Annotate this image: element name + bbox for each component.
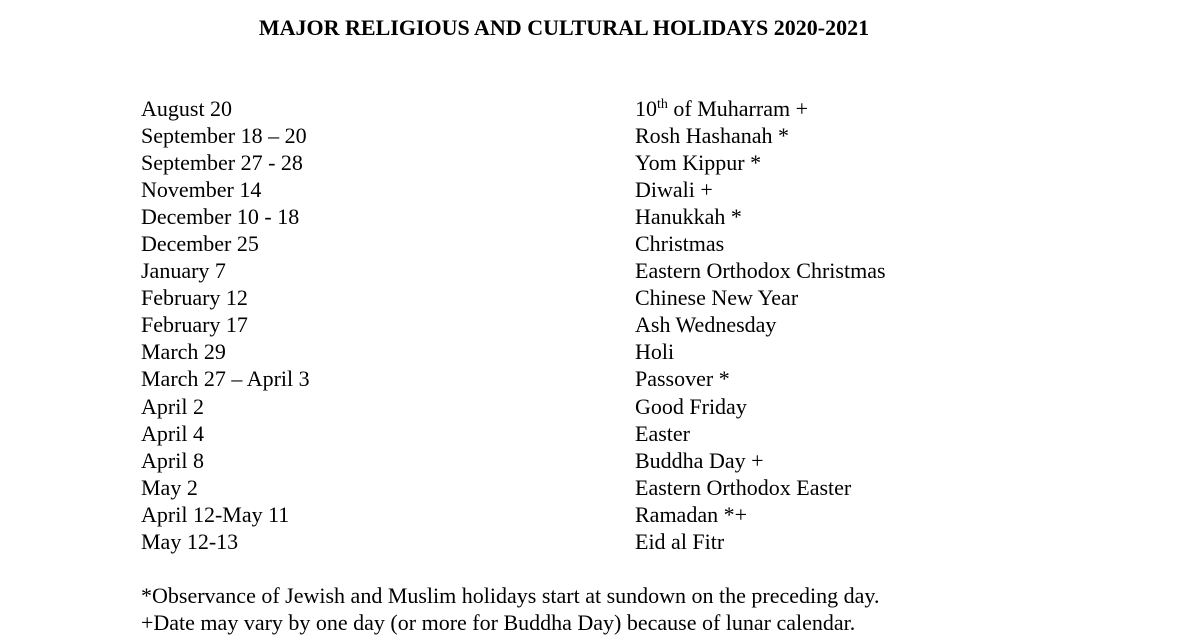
holiday-name: Chinese New Year [635,285,799,311]
holiday-date: February 12 [141,285,248,311]
holiday-date: November 14 [141,177,262,203]
holiday-date: December 10 - 18 [141,204,300,230]
holiday-name: Ash Wednesday [635,312,777,338]
holiday-dates-column [141,95,310,555]
holiday-name: Buddha Day + [635,447,764,473]
holiday-date: March 27 – April 3 [141,366,310,392]
holiday-date: January 7 [141,258,226,284]
holiday-name: Yom Kippur * [635,150,762,176]
holiday-date: May 12-13 [141,528,239,554]
holiday-date: December 25 [141,231,259,257]
holiday-name: Rosh Hashanah * [635,123,789,149]
holiday-names-column [635,95,886,555]
holiday-name: Passover * [635,366,730,392]
holiday-date: September 18 – 20 [141,123,307,149]
holiday-name: Good Friday [635,393,747,419]
holiday-name: Eastern Orthodox Christmas [635,258,886,284]
holiday-name [635,95,886,122]
holiday-date: February 17 [141,312,248,338]
holiday-name: Eastern Orthodox Easter [635,474,852,500]
holiday-date: April 12-May 11 [141,501,290,527]
holiday-name: Hanukkah * [635,204,742,230]
holiday-name: Holi [635,339,675,365]
holiday-date: April 8 [141,447,204,473]
holiday-date: September 27 - 28 [141,150,303,176]
holiday-date: August 20 [141,96,233,121]
document-title: MAJOR RELIGIOUS AND CULTURAL HOLIDAYS 2020-2021 [258,15,870,40]
holiday-date: April 2 [141,393,204,419]
holiday-date: May 2 [141,474,198,500]
holiday-name: Easter [635,420,690,446]
footnotes [141,582,879,636]
holiday-name-ordinal: 10 [635,96,657,121]
holiday-date: March 29 [141,339,226,365]
holiday-name: Diwali + [635,177,713,203]
holiday-name: Christmas [635,231,725,257]
holiday-date: April 4 [141,420,204,446]
holiday-name: Ramadan *+ [635,501,747,527]
footnote-jewish-muslim: *Observance of Jewish and Muslim holidays start at sundown on the preceding day. [141,583,880,608]
holiday-name-text: of Muharram + [667,96,808,121]
holiday-name-ordinal-suffix: th [657,97,668,112]
footnote-lunar-calendar: +Date may vary by one day (or more for Buddha Day) because of lunar calendar. [141,610,856,635]
holiday-name: Eid al Fitr [635,528,725,554]
